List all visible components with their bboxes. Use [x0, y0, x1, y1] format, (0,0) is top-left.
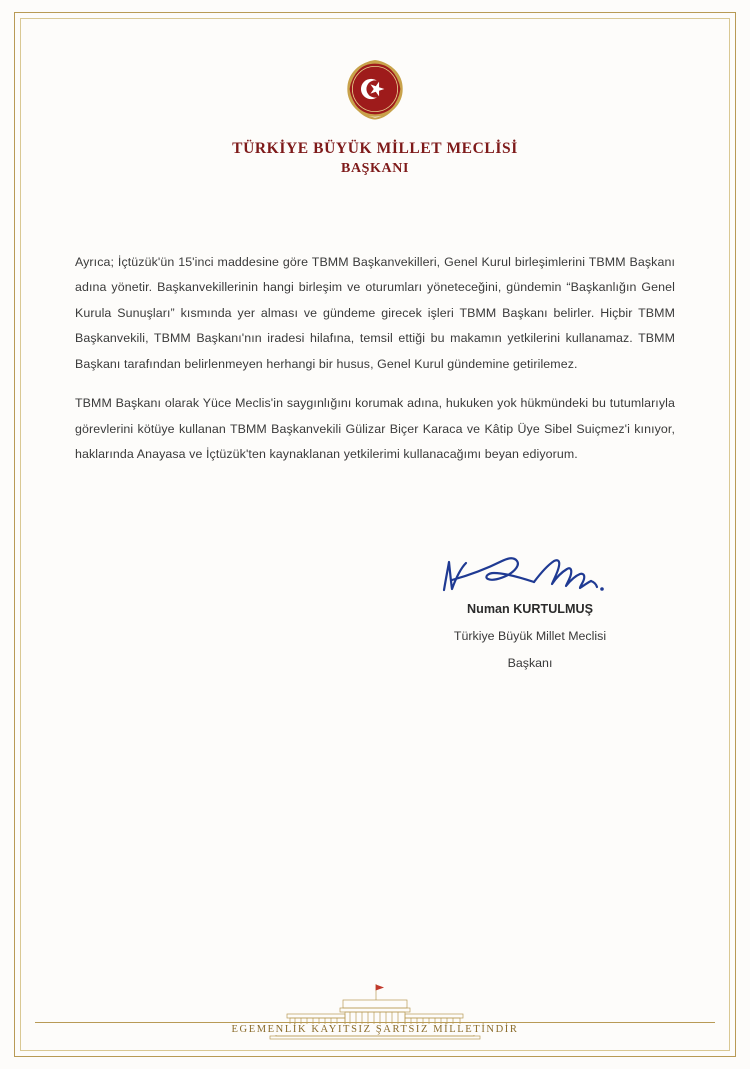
page-footer: [0, 983, 750, 1045]
signer-role-line-1: Türkiye Büyük Millet Meclisi: [453, 629, 607, 643]
organization-title: BAŞKANI: [341, 161, 409, 176]
footer-motto-text: EGEMENLİK KAYITSIZ ŞARTSIZ MİLLETİNDİR: [220, 1024, 531, 1035]
paragraph-2: TBMM Başkanı olarak Yüce Meclis'in saygınlığını korumak adına, hukuken yok hükmündeki bu tutumlarıyla görevlerini kötüye kullanan TBMM Başkanvekili Gülizar Biçer Karaca ve Kâtip Üye Sibel Suiçmez'i kınıyor, haklarında Anayasa ve İçtüzük'ten kaynaklanan yetkilerimi kullanacağımı beyan ediyorum.: [75, 396, 675, 461]
signer-role-line-2: Başkanı: [507, 656, 553, 670]
paragraph-1: Ayrıca; İçtüzük'ün 15'inci maddesine göre TBMM Başkanvekilleri, Genel Kurul birleşimlerini TBMM Başkanı adına yönetir. Başkanvekillerinin hangi birleşim ve oturumları yöneteceğini, gündemin “Başkanlığın Genel Kurula Sunuşları” kısmında yer alması ve gündeme girecek işleri TBMM Başkanı belirler. Hiçbir TBMM Başkanvekili, TBMM Başkanı'nın iradesi hilafına, temsil ettiği bu makamın yetkilerini kullanamaz. TBMM Başkanı tarafından belirlenmeyen herhangi bir husus, Genel Kurul gündemine getirilemez.: [75, 255, 675, 371]
parliament-building-illustration: [245, 983, 505, 1045]
footer-divider: [35, 1022, 715, 1023]
tbmm-emblem-icon: [336, 50, 414, 128]
letter-body: [75, 250, 675, 481]
handwritten-signature: [430, 548, 630, 604]
signer-name: Numan KURTULMUŞ: [467, 602, 593, 616]
organization-name: TÜRKİYE BÜYÜK MİLLET MECLİSİ: [232, 140, 518, 157]
letterhead: [0, 50, 750, 177]
signature-block: [380, 548, 680, 670]
footer-motto: [0, 1024, 750, 1035]
